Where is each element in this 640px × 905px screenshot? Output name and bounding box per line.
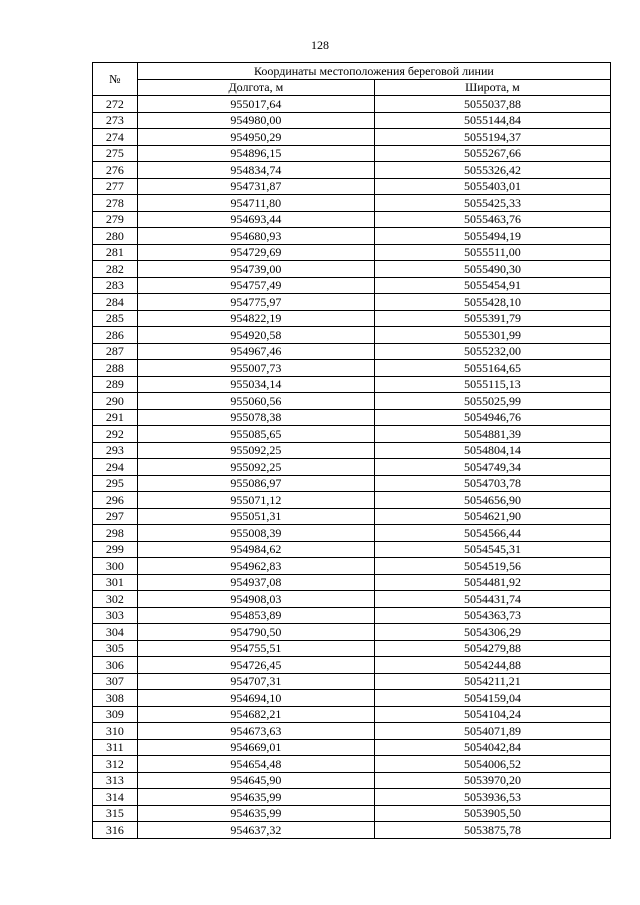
point-number-cell: 298 bbox=[93, 525, 138, 542]
longitude-cell: 954711,80 bbox=[137, 195, 374, 212]
table-row bbox=[93, 261, 611, 278]
latitude-cell: 5054881,39 bbox=[374, 426, 610, 443]
table-row bbox=[93, 459, 611, 476]
latitude-cell: 5054656,90 bbox=[374, 492, 610, 509]
latitude-cell: 5054244,88 bbox=[374, 657, 610, 674]
longitude-cell: 954896,15 bbox=[137, 145, 374, 162]
table-row bbox=[93, 294, 611, 311]
table-row bbox=[93, 789, 611, 806]
point-number-cell: 279 bbox=[93, 211, 138, 228]
table-row bbox=[93, 327, 611, 344]
point-number-cell: 285 bbox=[93, 310, 138, 327]
longitude-cell: 954984,62 bbox=[137, 541, 374, 558]
point-number-cell: 313 bbox=[93, 772, 138, 789]
longitude-column-header: Долгота, м bbox=[137, 79, 374, 96]
table-row bbox=[93, 574, 611, 591]
point-number-cell: 302 bbox=[93, 591, 138, 608]
table-row bbox=[93, 690, 611, 707]
longitude-cell: 955086,97 bbox=[137, 475, 374, 492]
table-row bbox=[93, 129, 611, 146]
latitude-cell: 5054703,78 bbox=[374, 475, 610, 492]
point-number-cell: 281 bbox=[93, 244, 138, 261]
latitude-cell: 5055025,99 bbox=[374, 393, 610, 410]
point-number-cell: 309 bbox=[93, 706, 138, 723]
table-row bbox=[93, 541, 611, 558]
latitude-cell: 5055037,88 bbox=[374, 96, 610, 113]
point-number-cell: 316 bbox=[93, 822, 138, 839]
point-number-cell: 286 bbox=[93, 327, 138, 344]
longitude-cell: 954693,44 bbox=[137, 211, 374, 228]
latitude-cell: 5054211,21 bbox=[374, 673, 610, 690]
table-row bbox=[93, 657, 611, 674]
point-number-cell: 299 bbox=[93, 541, 138, 558]
table-body bbox=[93, 96, 611, 839]
point-number-cell: 314 bbox=[93, 789, 138, 806]
longitude-cell: 954731,87 bbox=[137, 178, 374, 195]
point-number-cell: 293 bbox=[93, 442, 138, 459]
latitude-cell: 5055326,42 bbox=[374, 162, 610, 179]
point-number-cell: 272 bbox=[93, 96, 138, 113]
longitude-cell: 954980,00 bbox=[137, 112, 374, 129]
point-number-cell: 315 bbox=[93, 805, 138, 822]
latitude-cell: 5054946,76 bbox=[374, 409, 610, 426]
table-row bbox=[93, 393, 611, 410]
longitude-cell: 954726,45 bbox=[137, 657, 374, 674]
longitude-cell: 954920,58 bbox=[137, 327, 374, 344]
longitude-cell: 954635,99 bbox=[137, 805, 374, 822]
point-number-cell: 301 bbox=[93, 574, 138, 591]
longitude-cell: 954790,50 bbox=[137, 624, 374, 641]
latitude-cell: 5055425,33 bbox=[374, 195, 610, 212]
table-row bbox=[93, 508, 611, 525]
point-number-cell: 294 bbox=[93, 459, 138, 476]
latitude-cell: 5054104,24 bbox=[374, 706, 610, 723]
longitude-cell: 954775,97 bbox=[137, 294, 374, 311]
point-number-cell: 303 bbox=[93, 607, 138, 624]
point-number-cell: 278 bbox=[93, 195, 138, 212]
latitude-cell: 5055194,37 bbox=[374, 129, 610, 146]
table-row bbox=[93, 112, 611, 129]
header-row-bottom bbox=[93, 79, 611, 96]
point-number-cell: 289 bbox=[93, 376, 138, 393]
point-number-cell: 306 bbox=[93, 657, 138, 674]
latitude-cell: 5055403,01 bbox=[374, 178, 610, 195]
point-number-cell: 300 bbox=[93, 558, 138, 575]
longitude-cell: 954822,19 bbox=[137, 310, 374, 327]
latitude-cell: 5055144,84 bbox=[374, 112, 610, 129]
header-row-top bbox=[93, 63, 611, 80]
table-row bbox=[93, 96, 611, 113]
point-number-cell: 275 bbox=[93, 145, 138, 162]
latitude-cell: 5055490,30 bbox=[374, 261, 610, 278]
latitude-cell: 5054519,56 bbox=[374, 558, 610, 575]
latitude-cell: 5055164,65 bbox=[374, 360, 610, 377]
latitude-cell: 5055391,79 bbox=[374, 310, 610, 327]
latitude-cell: 5053905,50 bbox=[374, 805, 610, 822]
longitude-cell: 955085,65 bbox=[137, 426, 374, 443]
latitude-cell: 5054006,52 bbox=[374, 756, 610, 773]
latitude-cell: 5055428,10 bbox=[374, 294, 610, 311]
table-row bbox=[93, 360, 611, 377]
longitude-cell: 954680,93 bbox=[137, 228, 374, 245]
table-row bbox=[93, 558, 611, 575]
longitude-cell: 955051,31 bbox=[137, 508, 374, 525]
latitude-cell: 5053936,53 bbox=[374, 789, 610, 806]
longitude-cell: 955060,56 bbox=[137, 393, 374, 410]
latitude-cell: 5054431,74 bbox=[374, 591, 610, 608]
longitude-cell: 954739,00 bbox=[137, 261, 374, 278]
point-number-cell: 291 bbox=[93, 409, 138, 426]
point-number-cell: 287 bbox=[93, 343, 138, 360]
table-row bbox=[93, 525, 611, 542]
latitude-cell: 5054071,89 bbox=[374, 723, 610, 740]
latitude-cell: 5055232,00 bbox=[374, 343, 610, 360]
point-number-cell: 277 bbox=[93, 178, 138, 195]
latitude-cell: 5054804,14 bbox=[374, 442, 610, 459]
table-row bbox=[93, 772, 611, 789]
longitude-cell: 954694,10 bbox=[137, 690, 374, 707]
longitude-cell: 954950,29 bbox=[137, 129, 374, 146]
longitude-cell: 954908,03 bbox=[137, 591, 374, 608]
point-number-cell: 288 bbox=[93, 360, 138, 377]
page-number: 128 bbox=[311, 38, 329, 52]
table-row bbox=[93, 211, 611, 228]
table-row bbox=[93, 310, 611, 327]
point-number-cell: 284 bbox=[93, 294, 138, 311]
longitude-cell: 955071,12 bbox=[137, 492, 374, 509]
longitude-cell: 954967,46 bbox=[137, 343, 374, 360]
table-row bbox=[93, 640, 611, 657]
latitude-cell: 5053875,78 bbox=[374, 822, 610, 839]
table-row bbox=[93, 475, 611, 492]
latitude-cell: 5054749,34 bbox=[374, 459, 610, 476]
point-number-cell: 290 bbox=[93, 393, 138, 410]
longitude-cell: 954755,51 bbox=[137, 640, 374, 657]
table-row bbox=[93, 228, 611, 245]
latitude-column-header: Широта, м bbox=[374, 79, 610, 96]
point-number-cell: 297 bbox=[93, 508, 138, 525]
table-header bbox=[93, 63, 611, 96]
table-row bbox=[93, 723, 611, 740]
latitude-cell: 5055301,99 bbox=[374, 327, 610, 344]
table-row bbox=[93, 492, 611, 509]
table-row bbox=[93, 624, 611, 641]
table-row bbox=[93, 673, 611, 690]
point-number-cell: 310 bbox=[93, 723, 138, 740]
latitude-cell: 5054306,29 bbox=[374, 624, 610, 641]
longitude-cell: 954673,63 bbox=[137, 723, 374, 740]
latitude-cell: 5055463,76 bbox=[374, 211, 610, 228]
latitude-cell: 5054545,31 bbox=[374, 541, 610, 558]
latitude-cell: 5054042,84 bbox=[374, 739, 610, 756]
point-number-cell: 292 bbox=[93, 426, 138, 443]
latitude-cell: 5054566,44 bbox=[374, 525, 610, 542]
point-number-cell: 282 bbox=[93, 261, 138, 278]
point-number-cell: 276 bbox=[93, 162, 138, 179]
table-row bbox=[93, 162, 611, 179]
latitude-cell: 5055454,91 bbox=[374, 277, 610, 294]
table-row bbox=[93, 706, 611, 723]
longitude-cell: 954962,83 bbox=[137, 558, 374, 575]
table-row bbox=[93, 426, 611, 443]
number-column-header: № bbox=[93, 63, 138, 96]
longitude-cell: 954635,99 bbox=[137, 789, 374, 806]
table-row bbox=[93, 591, 611, 608]
table-row bbox=[93, 409, 611, 426]
point-number-cell: 274 bbox=[93, 129, 138, 146]
longitude-cell: 955092,25 bbox=[137, 459, 374, 476]
longitude-cell: 954707,31 bbox=[137, 673, 374, 690]
table-row bbox=[93, 822, 611, 839]
longitude-cell: 954669,01 bbox=[137, 739, 374, 756]
latitude-cell: 5055267,66 bbox=[374, 145, 610, 162]
latitude-cell: 5054481,92 bbox=[374, 574, 610, 591]
longitude-cell: 954682,21 bbox=[137, 706, 374, 723]
longitude-cell: 954834,74 bbox=[137, 162, 374, 179]
table-row bbox=[93, 756, 611, 773]
point-number-cell: 305 bbox=[93, 640, 138, 657]
latitude-cell: 5054279,88 bbox=[374, 640, 610, 657]
point-number-cell: 308 bbox=[93, 690, 138, 707]
table-row bbox=[93, 178, 611, 195]
table-row bbox=[93, 442, 611, 459]
longitude-cell: 955017,64 bbox=[137, 96, 374, 113]
point-number-cell: 311 bbox=[93, 739, 138, 756]
table-row bbox=[93, 277, 611, 294]
longitude-cell: 955092,25 bbox=[137, 442, 374, 459]
latitude-cell: 5054621,90 bbox=[374, 508, 610, 525]
longitude-cell: 954637,32 bbox=[137, 822, 374, 839]
longitude-cell: 954654,48 bbox=[137, 756, 374, 773]
table-row bbox=[93, 244, 611, 261]
table-row bbox=[93, 376, 611, 393]
point-number-cell: 307 bbox=[93, 673, 138, 690]
longitude-cell: 955007,73 bbox=[137, 360, 374, 377]
point-number-cell: 273 bbox=[93, 112, 138, 129]
point-number-cell: 304 bbox=[93, 624, 138, 641]
coordinates-table bbox=[92, 62, 611, 839]
point-number-cell: 312 bbox=[93, 756, 138, 773]
longitude-cell: 955034,14 bbox=[137, 376, 374, 393]
point-number-cell: 296 bbox=[93, 492, 138, 509]
latitude-cell: 5053970,20 bbox=[374, 772, 610, 789]
longitude-cell: 955078,38 bbox=[137, 409, 374, 426]
latitude-cell: 5055115,13 bbox=[374, 376, 610, 393]
longitude-cell: 954729,69 bbox=[137, 244, 374, 261]
longitude-cell: 954937,08 bbox=[137, 574, 374, 591]
table-row bbox=[93, 805, 611, 822]
longitude-cell: 954757,49 bbox=[137, 277, 374, 294]
longitude-cell: 955008,39 bbox=[137, 525, 374, 542]
latitude-cell: 5055511,00 bbox=[374, 244, 610, 261]
point-number-cell: 295 bbox=[93, 475, 138, 492]
latitude-cell: 5055494,19 bbox=[374, 228, 610, 245]
table-row bbox=[93, 343, 611, 360]
longitude-cell: 954645,90 bbox=[137, 772, 374, 789]
point-number-cell: 280 bbox=[93, 228, 138, 245]
point-number-cell: 283 bbox=[93, 277, 138, 294]
longitude-cell: 954853,89 bbox=[137, 607, 374, 624]
table-row bbox=[93, 607, 611, 624]
table-row bbox=[93, 195, 611, 212]
coordinates-group-header: Координаты местоположения береговой линии bbox=[137, 63, 610, 80]
latitude-cell: 5054159,04 bbox=[374, 690, 610, 707]
table-row bbox=[93, 145, 611, 162]
table-row bbox=[93, 739, 611, 756]
latitude-cell: 5054363,73 bbox=[374, 607, 610, 624]
